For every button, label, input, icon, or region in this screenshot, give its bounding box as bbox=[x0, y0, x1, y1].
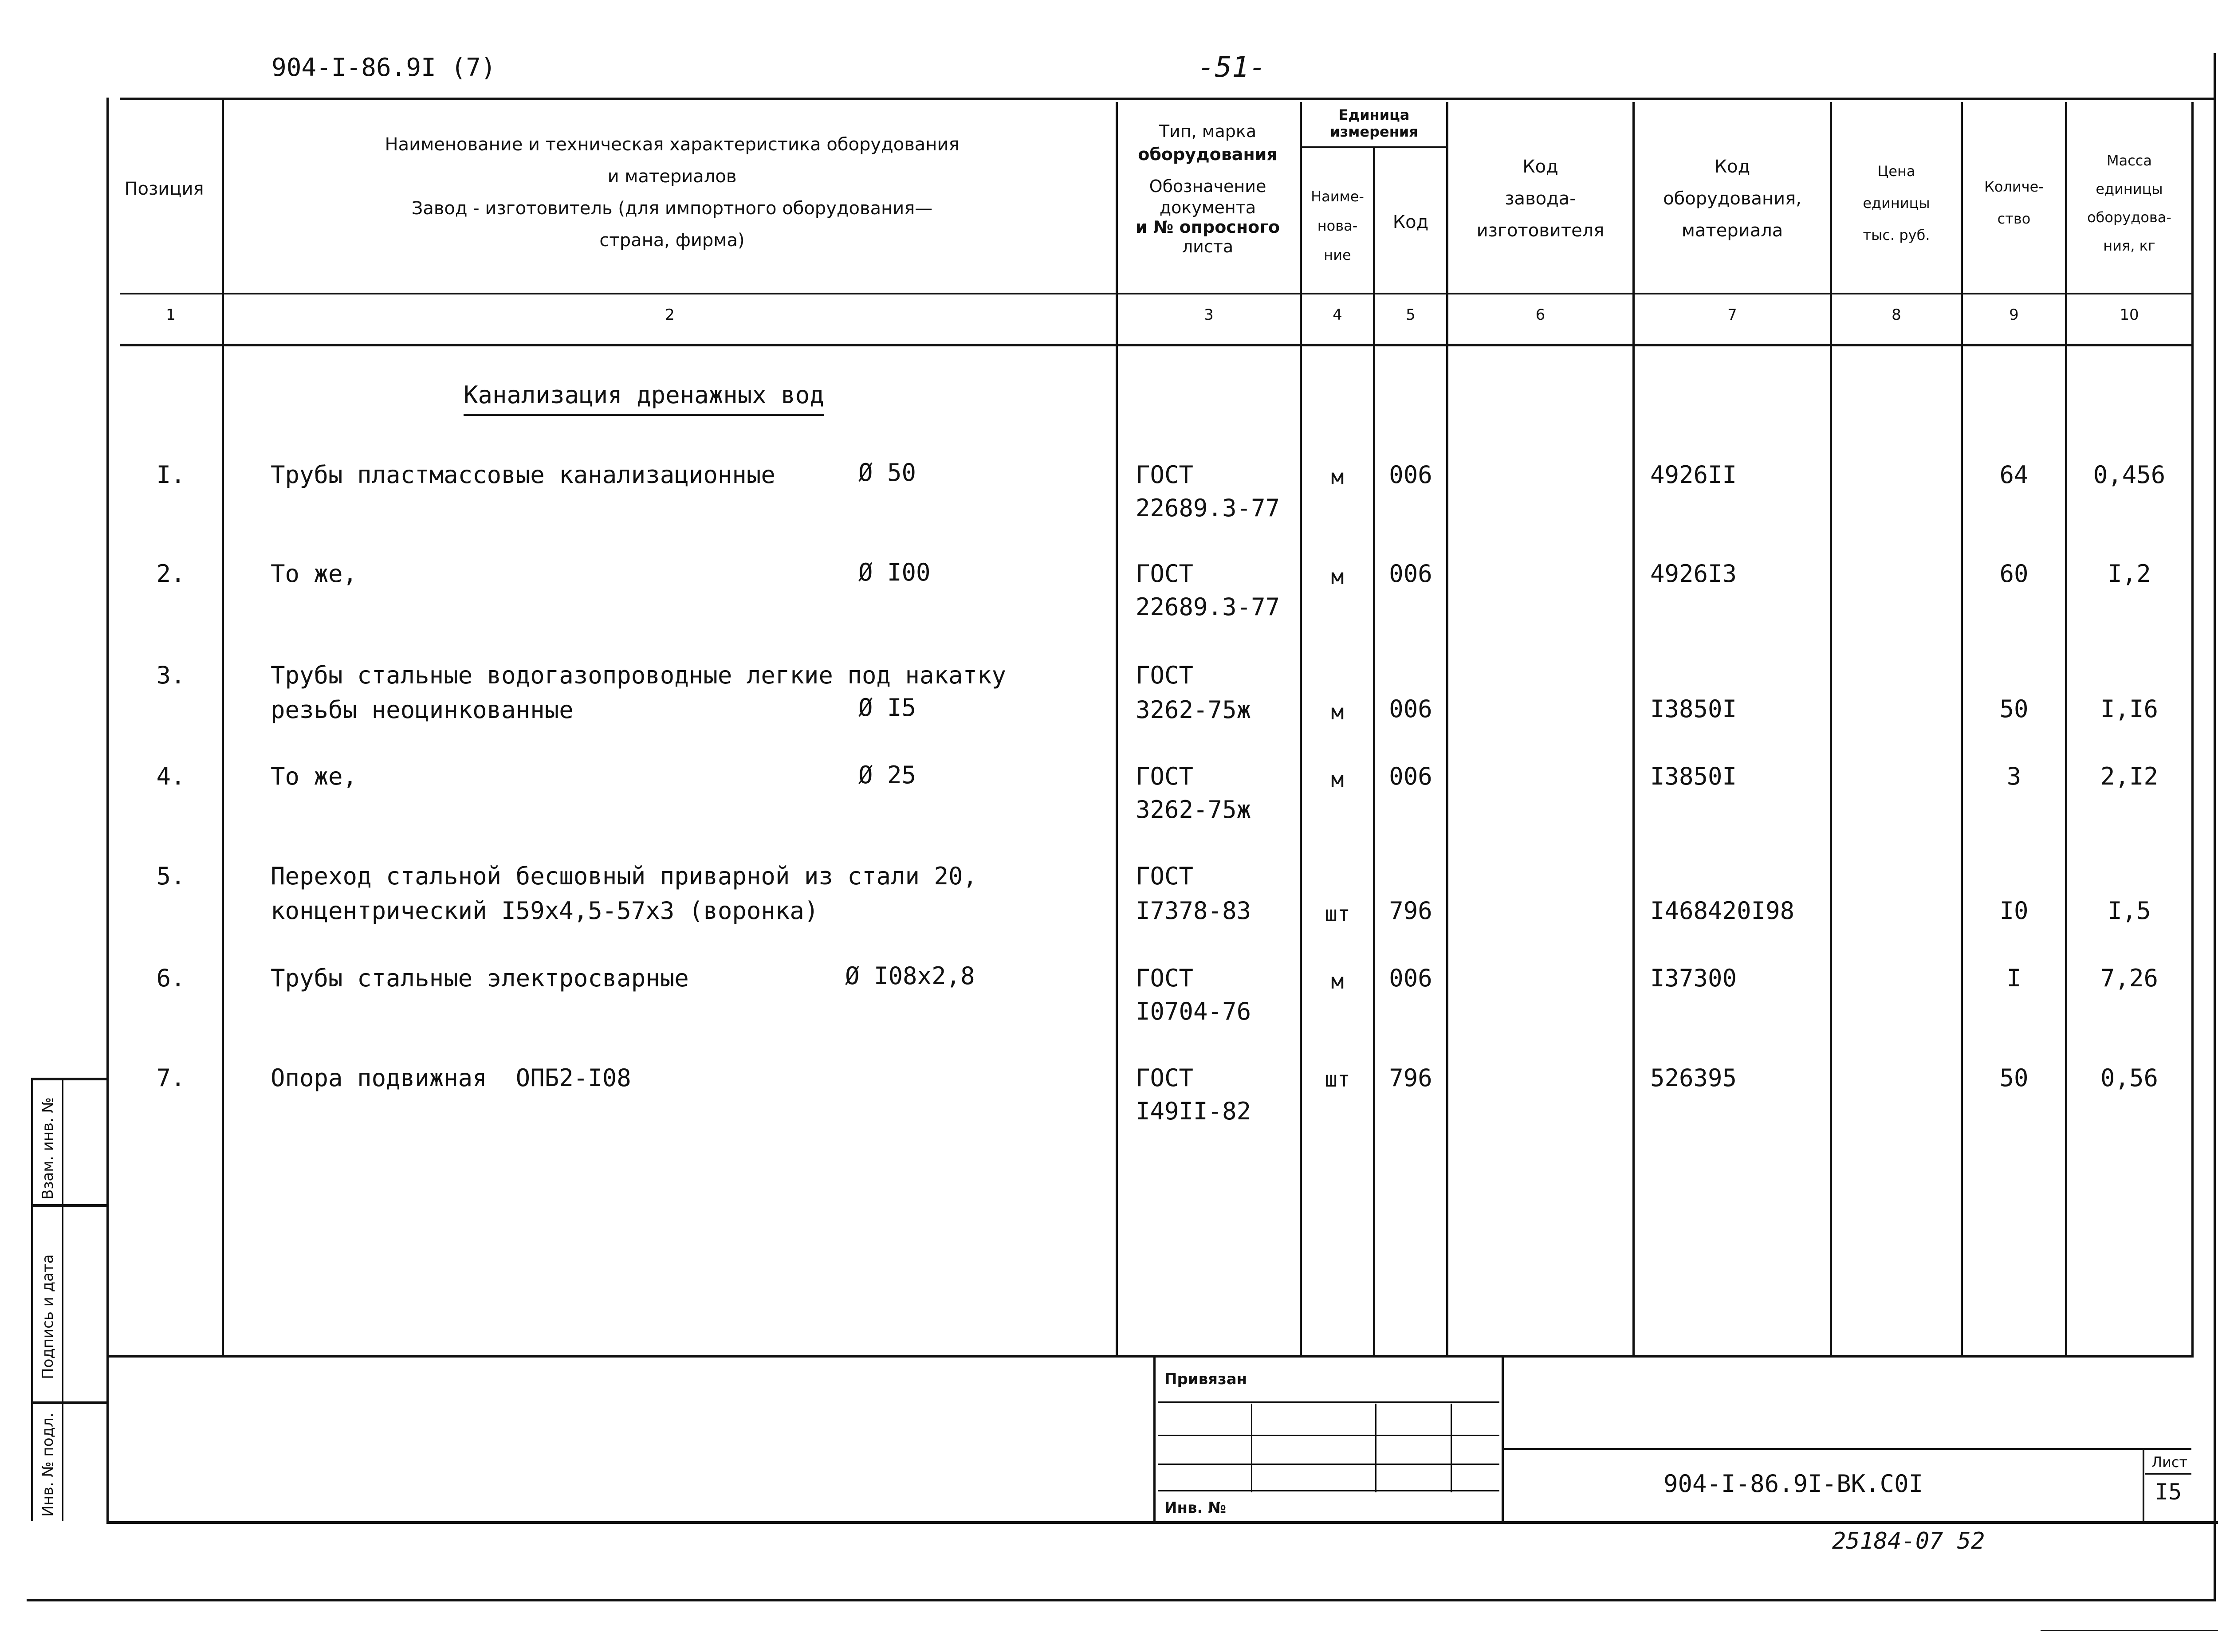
row-5-name-1: Переход стальной бесшовный приварной из стали 20, bbox=[271, 862, 978, 890]
stamp-sheet-divider bbox=[2145, 1473, 2191, 1475]
row-1-dia: Ø 50 bbox=[858, 459, 916, 487]
side-label-podpis: Подпись и дата bbox=[39, 1254, 57, 1379]
header-mass-line-3: оборудова- bbox=[2087, 209, 2171, 226]
col-line-7 bbox=[1830, 102, 1832, 1357]
row-7-equip-code: 526395 bbox=[1650, 1064, 1737, 1092]
col-number-10: 10 bbox=[2120, 306, 2139, 324]
row-2-doc-2: 22689.3-77 bbox=[1136, 593, 1280, 621]
row-7-unit-code: 796 bbox=[1389, 1064, 1432, 1092]
header-type-line-6: листа bbox=[1182, 237, 1234, 256]
header-mass bbox=[2067, 146, 2191, 260]
row-3-pos: 3. bbox=[156, 661, 185, 689]
row-1-equip-code: 4926II bbox=[1650, 461, 1737, 489]
row-4-name: То же, bbox=[271, 762, 358, 790]
row-3-dia: Ø I5 bbox=[858, 694, 916, 722]
stamp-doc-code: 904-I-86.9I-ВК.С0I bbox=[1664, 1470, 1923, 1498]
row-7-mass: 0,56 bbox=[2100, 1064, 2159, 1092]
side-strip-divider-2 bbox=[31, 1401, 106, 1404]
stamp-sheet-label: Лист bbox=[2151, 1454, 2188, 1471]
header-type-line-4: документа bbox=[1159, 198, 1256, 217]
col-line-5 bbox=[1446, 102, 1448, 1357]
col-number-6: 6 bbox=[1535, 306, 1546, 324]
row-4-equip-code: I3850I bbox=[1650, 762, 1737, 790]
row-6-qty: I bbox=[2006, 964, 2021, 992]
row-4-doc-1: ГОСТ bbox=[1136, 762, 1194, 790]
row-1-name: Трубы пластмассовые канализационные bbox=[271, 461, 775, 489]
row-7-qty: 50 bbox=[1999, 1064, 2029, 1092]
row-7-name: Опора подвижная ОПБ2-I08 bbox=[271, 1064, 631, 1092]
frame-right-line bbox=[2214, 53, 2216, 1601]
row-7-unit: шт bbox=[1325, 1067, 1350, 1092]
row-4-unit-code: 006 bbox=[1389, 762, 1432, 790]
row-1-qty: 64 bbox=[1999, 461, 2029, 489]
row-1-unit-code: 006 bbox=[1389, 461, 1432, 489]
side-strip-left bbox=[31, 1078, 33, 1521]
section-title: Канализация дренажных вод bbox=[464, 379, 824, 416]
col-line-8 bbox=[1961, 102, 1963, 1357]
header-position: Позиция bbox=[124, 179, 204, 199]
col-line-9 bbox=[2065, 102, 2067, 1357]
col-number-5: 5 bbox=[1406, 306, 1416, 324]
row-3-qty: 50 bbox=[1999, 695, 2029, 723]
header-name-line-1: Наименование и техническая характеристика оборудования bbox=[385, 134, 960, 155]
stamp-grid-line-1 bbox=[1158, 1401, 1499, 1403]
header-unit-group bbox=[1302, 106, 1446, 140]
row-5-unit: шт bbox=[1325, 902, 1350, 926]
stamp-grid-line-2 bbox=[1158, 1435, 1499, 1436]
row-2-unit-code: 006 bbox=[1389, 560, 1432, 588]
header-unit-name-line-3: ние bbox=[1324, 247, 1351, 263]
row-3-doc-1: ГОСТ bbox=[1136, 661, 1194, 689]
side-label-inv-podl: Инв. № подл. bbox=[39, 1413, 57, 1517]
row-6-doc-1: ГОСТ bbox=[1136, 964, 1194, 992]
col-number-2: 2 bbox=[665, 306, 675, 324]
col-line-6 bbox=[1632, 102, 1635, 1357]
row-3-unit: м bbox=[1331, 700, 1344, 725]
row-6-unit: м bbox=[1331, 969, 1344, 994]
col-line-2 bbox=[1116, 102, 1118, 1357]
row-6-pos: 6. bbox=[156, 964, 185, 992]
row-1-mass: 0,456 bbox=[2093, 461, 2166, 489]
header-mass-line-2: единицы bbox=[2096, 181, 2163, 197]
header-unit-code: Код bbox=[1392, 212, 1429, 232]
header-mass-line-4: ния, кг bbox=[2103, 237, 2155, 254]
col-number-9: 9 bbox=[2009, 306, 2019, 324]
header-price bbox=[1832, 155, 1961, 251]
col-number-3: 3 bbox=[1204, 306, 1214, 324]
row-7-doc-2: I49II-82 bbox=[1136, 1097, 1251, 1125]
header-name-line-2: и материалов bbox=[607, 166, 737, 187]
header-bottom-line bbox=[120, 293, 2194, 294]
stamp-grid-vline-2 bbox=[1375, 1404, 1376, 1492]
row-2-name: То же, bbox=[271, 560, 358, 588]
row-6-unit-code: 006 bbox=[1389, 964, 1432, 992]
row-5-doc-1: ГОСТ bbox=[1136, 862, 1194, 890]
col-number-7: 7 bbox=[1727, 306, 1737, 324]
row-7-pos: 7. bbox=[156, 1064, 185, 1092]
row-4-mass: 2,I2 bbox=[2100, 762, 2159, 790]
header-plant-code-line-2: завода- bbox=[1505, 188, 1576, 209]
row-6-name: Трубы стальные электросварные bbox=[271, 964, 689, 992]
row-3-unit-code: 006 bbox=[1389, 695, 1432, 723]
row-2-doc-1: ГОСТ bbox=[1136, 560, 1194, 588]
header-mass-line-1: Масса bbox=[2106, 152, 2152, 169]
stray-line bbox=[2041, 1630, 2218, 1631]
row-3-doc-2: 3262-75ж bbox=[1136, 696, 1251, 724]
header-price-line-1: Цена bbox=[1877, 163, 1915, 180]
header-plant-code-line-3: изготовителя bbox=[1476, 220, 1605, 241]
header-qty-line-1: Количе- bbox=[1984, 178, 2044, 195]
row-2-unit: м bbox=[1331, 565, 1344, 589]
header-equip-code-line-1: Код bbox=[1714, 157, 1750, 177]
row-4-pos: 4. bbox=[156, 762, 185, 790]
header-type-line-5: и № опросного bbox=[1135, 217, 1280, 237]
header-equip-code-line-2: оборудования, bbox=[1663, 188, 1801, 209]
side-strip-divider-1 bbox=[31, 1204, 106, 1207]
stamp-privyazan: Привязан bbox=[1164, 1370, 1247, 1388]
row-2-equip-code: 4926I3 bbox=[1650, 560, 1737, 588]
stamp-grid-line-3 bbox=[1158, 1464, 1499, 1465]
row-2-qty: 60 bbox=[1999, 560, 2029, 588]
row-5-pos: 5. bbox=[156, 862, 185, 890]
frame-lower-line bbox=[106, 1521, 2218, 1524]
row-2-pos: 2. bbox=[156, 560, 185, 588]
stamp-left-line bbox=[1153, 1355, 1156, 1521]
row-5-qty: I0 bbox=[1999, 897, 2029, 925]
header-unit-name-line-2: нова- bbox=[1317, 217, 1358, 234]
header-name-line-4: страна, фирма) bbox=[599, 230, 745, 251]
stamp-grid-vline-3 bbox=[1451, 1404, 1452, 1492]
row-1-doc-2: 22689.3-77 bbox=[1136, 494, 1280, 522]
header-plant-code bbox=[1448, 151, 1632, 247]
row-2-mass: I,2 bbox=[2108, 560, 2151, 588]
row-5-equip-code: I468420I98 bbox=[1650, 897, 1795, 925]
col-line-10 bbox=[2191, 102, 2194, 1357]
header-equip-code-line-3: материала bbox=[1681, 220, 1783, 241]
header-type-line-1: Тип, марка bbox=[1159, 122, 1257, 141]
col-line-3 bbox=[1300, 102, 1302, 1357]
row-5-mass: I,5 bbox=[2108, 897, 2151, 925]
stamp-sheet-no: I5 bbox=[2155, 1479, 2182, 1505]
header-equip-code bbox=[1635, 151, 1830, 247]
row-6-doc-2: I0704-76 bbox=[1136, 997, 1251, 1025]
header-qty bbox=[1963, 171, 2065, 235]
number-row-bottom-line bbox=[120, 344, 2194, 346]
header-unit-name-line-1: Наиме- bbox=[1311, 188, 1364, 205]
row-3-name-2: резьбы неоцинкованные bbox=[271, 696, 574, 724]
row-4-dia: Ø 25 bbox=[858, 761, 916, 789]
row-3-equip-code: I3850I bbox=[1650, 695, 1737, 723]
stamp-right-line bbox=[1502, 1355, 1504, 1521]
row-5-name-2: концентрический I59х4,5-57х3 (воронка) bbox=[271, 897, 819, 925]
row-2-dia: Ø I00 bbox=[858, 558, 931, 586]
side-strip-inner bbox=[62, 1078, 63, 1521]
row-4-unit: м bbox=[1331, 767, 1344, 792]
col-line-1 bbox=[222, 98, 224, 1357]
frame-bottom-line bbox=[27, 1599, 2216, 1601]
header-price-line-3: тыс. руб. bbox=[1863, 227, 1930, 243]
col-number-1: 1 bbox=[166, 306, 176, 324]
header-unit-group-line-2: измерения bbox=[1330, 123, 1418, 140]
document-code-top: 904-I-86.9I (7) bbox=[271, 53, 496, 82]
row-6-mass: 7,26 bbox=[2100, 964, 2159, 992]
row-6-equip-code: I37300 bbox=[1650, 964, 1737, 992]
header-unit-group-line-1: Единица bbox=[1338, 106, 1410, 123]
row-6-dia: Ø I08х2,8 bbox=[845, 962, 975, 990]
header-type bbox=[1118, 120, 1298, 256]
row-1-doc-1: ГОСТ bbox=[1136, 461, 1194, 489]
col-number-4: 4 bbox=[1333, 306, 1342, 324]
header-plant-code-line-1: Код bbox=[1522, 157, 1558, 177]
col-line-4 bbox=[1373, 146, 1375, 1357]
header-type-line-3: Обозначение bbox=[1149, 177, 1266, 196]
header-name-line-3: Завод - изготовитель (для импортного оборудования— bbox=[411, 198, 933, 219]
row-5-unit-code: 796 bbox=[1389, 897, 1432, 925]
side-strip-top bbox=[31, 1078, 106, 1080]
row-4-qty: 3 bbox=[2006, 762, 2021, 790]
unit-subheader-line bbox=[1300, 146, 1448, 148]
header-qty-line-2: ство bbox=[1997, 210, 2031, 227]
row-3-mass: I,I6 bbox=[2100, 695, 2159, 723]
row-1-unit: м bbox=[1331, 465, 1344, 490]
stamp-grid-line-4 bbox=[1158, 1490, 1499, 1491]
table-bottom-line bbox=[106, 1355, 2194, 1358]
header-unit-name bbox=[1302, 182, 1373, 270]
row-7-doc-1: ГОСТ bbox=[1136, 1064, 1194, 1092]
bottom-archive-number: 25184-07 52 bbox=[1832, 1528, 1985, 1554]
row-3-name-1: Трубы стальные водогазопроводные легкие под накатку bbox=[271, 661, 1007, 689]
row-5-doc-2: I7378-83 bbox=[1136, 897, 1251, 925]
side-label-vzam: Взам. инв. № bbox=[39, 1097, 57, 1200]
stamp-sheet-line bbox=[2143, 1448, 2144, 1521]
frame-left-line bbox=[106, 98, 109, 1521]
col-number-8: 8 bbox=[1892, 306, 1901, 324]
header-price-line-2: единицы bbox=[1863, 195, 1930, 212]
header-name bbox=[231, 129, 1113, 256]
stamp-inv-no: Инв. № bbox=[1164, 1499, 1227, 1517]
row-4-doc-2: 3262-75ж bbox=[1136, 796, 1251, 824]
row-1-pos: I. bbox=[156, 461, 185, 489]
header-type-line-2: оборудования bbox=[1138, 145, 1278, 164]
page-number: -51- bbox=[1198, 51, 1266, 84]
stamp-code-top-line bbox=[1504, 1448, 2191, 1450]
stamp-grid-vline-1 bbox=[1251, 1404, 1252, 1492]
frame-top-line bbox=[120, 98, 2214, 100]
